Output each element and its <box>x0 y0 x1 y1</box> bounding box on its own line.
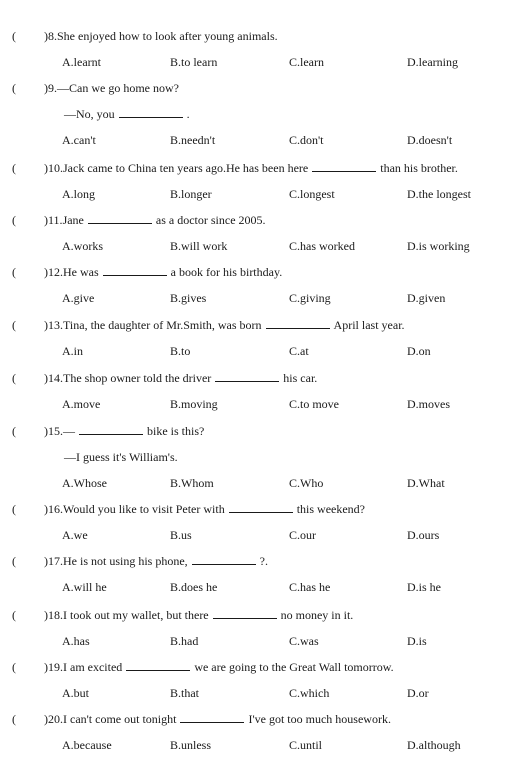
option-d[interactable]: D.the longest <box>407 187 471 201</box>
answer-bracket-right: ) <box>44 213 48 227</box>
option-d[interactable]: D.or <box>407 686 429 700</box>
question-number: 19. <box>48 660 63 674</box>
option-b[interactable]: B.that <box>170 686 199 700</box>
option-b[interactable]: B.to <box>170 344 191 358</box>
reply-text: —No, you <box>64 107 115 121</box>
answer-options <box>0 475 522 491</box>
question-number: 17. <box>48 554 63 568</box>
reply-text: —I guess it's William's. <box>64 450 178 464</box>
reply-post-text: . <box>186 107 190 121</box>
answer-slot[interactable] <box>20 213 42 227</box>
stem-post-text: no money in it. <box>280 608 354 622</box>
option-c[interactable]: C.to move <box>289 397 339 411</box>
option-a[interactable]: A.we <box>62 528 88 542</box>
question-text <box>48 212 266 228</box>
option-c[interactable]: C.learn <box>289 55 324 69</box>
question-number: 14. <box>48 371 63 385</box>
option-d[interactable]: D.is he <box>407 580 441 594</box>
answer-options <box>0 290 522 306</box>
question-number: 13. <box>48 318 63 332</box>
option-c[interactable]: C.giving <box>289 291 331 305</box>
question-number: 15. <box>48 424 63 438</box>
answer-options <box>0 633 522 649</box>
answer-bracket-left: ( <box>12 29 16 43</box>
stem-pre-text: I can't come out tonight <box>63 712 177 726</box>
option-c[interactable]: C.don't <box>289 133 324 147</box>
question-number: 9. <box>48 81 57 95</box>
stem-pre-text: He is not using his phone, <box>63 554 188 568</box>
option-d[interactable]: D.ours <box>407 528 440 542</box>
option-c[interactable]: C.until <box>289 738 323 752</box>
question-text <box>48 659 394 675</box>
question-text <box>48 607 353 623</box>
option-b[interactable]: B.had <box>170 634 199 648</box>
stem-post-text: a book for his birthday. <box>170 265 283 279</box>
answer-bracket-right: ) <box>44 371 48 385</box>
answer-bracket-right: ) <box>44 161 48 175</box>
answer-bracket-right: ) <box>44 660 48 674</box>
question-text <box>48 711 391 727</box>
option-d[interactable]: D.although <box>407 738 461 752</box>
answer-options <box>0 343 522 359</box>
answer-options <box>0 527 522 543</box>
stem-post-text: we are going to the Great Wall tomorrow. <box>194 660 394 674</box>
option-a[interactable]: A.learnt <box>62 55 101 69</box>
answer-bracket-left: ( <box>12 712 16 726</box>
stem-post-text: ?. <box>259 554 268 568</box>
answer-bracket-right: ) <box>44 554 48 568</box>
option-c[interactable]: C.at <box>289 344 309 358</box>
answer-bracket-right: ) <box>44 81 48 95</box>
fill-in-blank[interactable] <box>213 607 277 619</box>
fill-in-blank[interactable] <box>88 212 152 224</box>
question-number: 12. <box>48 265 63 279</box>
option-c[interactable]: C.has worked <box>289 239 355 253</box>
option-a[interactable]: A.move <box>62 397 101 411</box>
stem-post-text: April last year. <box>333 318 405 332</box>
stem-post-text: his car. <box>283 371 318 385</box>
stem-pre-text: The shop owner told the driver <box>63 371 212 385</box>
fill-in-blank[interactable] <box>103 264 167 276</box>
question-text <box>48 501 365 517</box>
question-number: 18. <box>48 608 63 622</box>
fill-in-blank[interactable] <box>215 370 279 382</box>
fill-in-blank[interactable] <box>79 423 143 435</box>
option-a[interactable]: A.but <box>62 686 89 700</box>
fill-in-blank[interactable] <box>312 160 376 172</box>
option-b[interactable]: B.unless <box>170 738 212 752</box>
option-d[interactable]: D.is working <box>407 239 470 253</box>
answer-slot[interactable] <box>20 265 42 279</box>
question-number: 11. <box>48 213 63 227</box>
answer-bracket-left: ( <box>12 161 16 175</box>
answer-options <box>0 54 522 70</box>
answer-slot[interactable] <box>20 554 42 568</box>
question-text <box>48 370 317 386</box>
answer-bracket-left: ( <box>12 502 16 516</box>
answer-bracket-left: ( <box>12 660 16 674</box>
option-c[interactable]: C.was <box>289 634 319 648</box>
question-text <box>48 553 268 569</box>
question-number: 10. <box>48 161 63 175</box>
fill-in-blank[interactable] <box>119 106 183 118</box>
option-a[interactable]: A.works <box>62 239 103 253</box>
answer-bracket-left: ( <box>12 424 16 438</box>
stem-pre-text: He was <box>63 265 99 279</box>
answer-bracket-left: ( <box>12 608 16 622</box>
stem-post-text: I've got too much housework. <box>248 712 391 726</box>
option-c[interactable]: C.longest <box>289 187 335 201</box>
option-a[interactable]: A.in <box>62 344 83 358</box>
question-text <box>48 317 405 333</box>
option-d[interactable]: D.What <box>407 476 445 490</box>
question-text <box>48 28 278 44</box>
dialogue-reply <box>64 449 178 465</box>
answer-slot[interactable] <box>20 502 42 516</box>
option-b[interactable]: B.does he <box>170 580 218 594</box>
answer-options <box>0 186 522 202</box>
option-c[interactable]: C.which <box>289 686 330 700</box>
stem-post-text: as a doctor since 2005. <box>155 213 266 227</box>
fill-in-blank[interactable] <box>180 711 244 723</box>
option-d[interactable]: D.learning <box>407 55 458 69</box>
option-c[interactable]: C.Who <box>289 476 324 490</box>
answer-bracket-left: ( <box>12 265 16 279</box>
stem-post-text: this weekend? <box>296 502 366 516</box>
stem-pre-text: Tina, the daughter of Mr.Smith, was born <box>63 318 262 332</box>
option-b[interactable]: B.will work <box>170 239 228 253</box>
fill-in-blank[interactable] <box>229 501 293 513</box>
answer-options <box>0 579 522 595</box>
answer-slot[interactable] <box>20 161 42 175</box>
question-number: 16. <box>48 502 63 516</box>
answer-options <box>0 685 522 701</box>
answer-bracket-left: ( <box>12 81 16 95</box>
option-c[interactable]: C.our <box>289 528 316 542</box>
option-a[interactable]: A.because <box>62 738 112 752</box>
answer-options <box>0 737 522 753</box>
stem-pre-text: I am excited <box>63 660 123 674</box>
answer-slot[interactable] <box>20 608 42 622</box>
option-d[interactable]: D.doesn't <box>407 133 453 147</box>
option-c[interactable]: C.has he <box>289 580 331 594</box>
stem-post-text: bike is this? <box>147 424 205 438</box>
answer-bracket-left: ( <box>12 213 16 227</box>
answer-slot[interactable] <box>20 29 42 43</box>
answer-bracket-left: ( <box>12 318 16 332</box>
answer-options <box>0 396 522 412</box>
option-d[interactable]: D.given <box>407 291 446 305</box>
answer-bracket-left: ( <box>12 554 16 568</box>
answer-bracket-right: ) <box>44 29 48 43</box>
fill-in-blank[interactable] <box>126 659 190 671</box>
option-b[interactable]: B.longer <box>170 187 212 201</box>
stem-post-text: than his brother. <box>380 161 458 175</box>
stem-pre-text: Would you like to visit Peter with <box>63 502 225 516</box>
option-b[interactable]: B.needn't <box>170 133 216 147</box>
answer-slot[interactable] <box>20 318 42 332</box>
option-a[interactable]: A.has <box>62 634 90 648</box>
option-b[interactable]: B.moving <box>170 397 218 411</box>
answer-bracket-right: ) <box>44 608 48 622</box>
stem-pre-text: She enjoyed how to look after young animals. <box>57 29 278 43</box>
answer-bracket-right: ) <box>44 265 48 279</box>
answer-slot[interactable] <box>20 660 42 674</box>
answer-options <box>0 238 522 254</box>
dialogue-reply <box>64 106 190 122</box>
question-text <box>48 264 282 280</box>
option-b[interactable]: B.us <box>170 528 192 542</box>
question-number: 8. <box>48 29 57 43</box>
option-d[interactable]: D.on <box>407 344 431 358</box>
option-b[interactable]: B.Whom <box>170 476 214 490</box>
answer-bracket-left: ( <box>12 371 16 385</box>
question-text <box>48 423 204 439</box>
answer-slot[interactable] <box>20 81 42 95</box>
option-a[interactable]: A.Whose <box>62 476 107 490</box>
stem-pre-text: — <box>63 424 75 438</box>
question-text <box>48 160 458 176</box>
stem-pre-text: I took out my wallet, but there <box>63 608 209 622</box>
option-a[interactable]: A.will he <box>62 580 107 594</box>
answer-slot[interactable] <box>20 371 42 385</box>
option-b[interactable]: B.to learn <box>170 55 218 69</box>
fill-in-blank[interactable] <box>266 317 330 329</box>
answer-slot[interactable] <box>20 712 42 726</box>
option-a[interactable]: A.give <box>62 291 95 305</box>
stem-pre-text: —Can we go home now? <box>57 81 179 95</box>
question-text <box>48 80 179 96</box>
answer-slot[interactable] <box>20 424 42 438</box>
option-d[interactable]: D.moves <box>407 397 450 411</box>
answer-bracket-right: ) <box>44 502 48 516</box>
question-number: 20. <box>48 712 63 726</box>
stem-pre-text: Jane <box>62 213 84 227</box>
option-d[interactable]: D.is <box>407 634 427 648</box>
answer-bracket-right: ) <box>44 424 48 438</box>
answer-bracket-right: ) <box>44 712 48 726</box>
stem-pre-text: Jack came to China ten years ago.He has been here <box>63 161 309 175</box>
option-a[interactable]: A.can't <box>62 133 96 147</box>
option-b[interactable]: B.gives <box>170 291 207 305</box>
answer-bracket-right: ) <box>44 318 48 332</box>
answer-options <box>0 132 522 148</box>
fill-in-blank[interactable] <box>192 553 256 565</box>
option-a[interactable]: A.long <box>62 187 95 201</box>
